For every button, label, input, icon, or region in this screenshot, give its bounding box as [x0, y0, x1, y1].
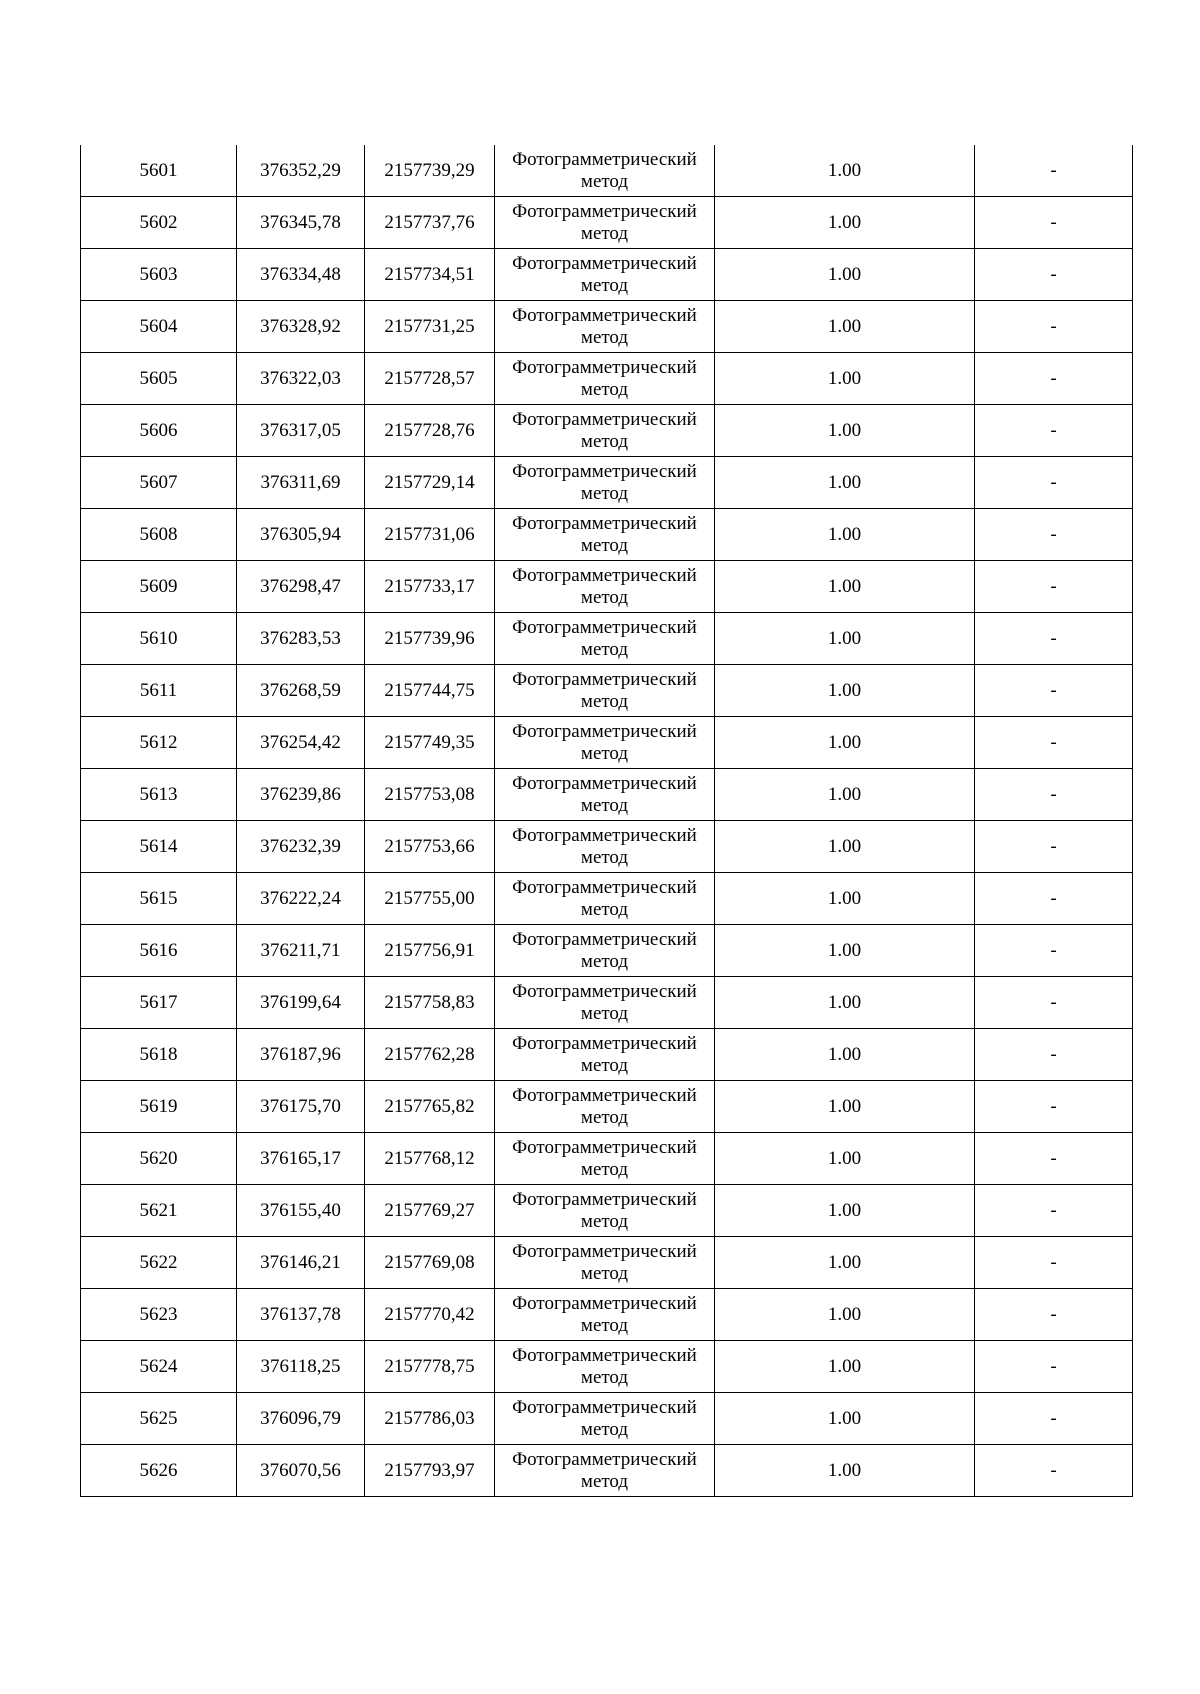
method-cell — [495, 1445, 715, 1497]
method-line-1: Фотограмметрический — [512, 1136, 697, 1158]
x-coordinate-cell: 376199,64 — [237, 977, 365, 1029]
method-line-2: метод — [580, 1002, 629, 1024]
x-coordinate-cell: 376175,70 — [237, 1081, 365, 1133]
method-line-2: метод — [580, 794, 629, 816]
x-coordinate-cell: 376328,92 — [237, 301, 365, 353]
accuracy-cell: 1.00 — [715, 1341, 975, 1393]
method-cell — [495, 509, 715, 561]
note-cell: - — [975, 353, 1133, 405]
point-number-cell: 5623 — [81, 1289, 237, 1341]
method-line-2: метод — [580, 534, 629, 556]
point-number-cell: 5604 — [81, 301, 237, 353]
method-cell — [495, 1029, 715, 1081]
note-cell: - — [975, 1289, 1133, 1341]
method-line-2: метод — [580, 1314, 629, 1336]
method-cell — [495, 1393, 715, 1445]
note-cell: - — [975, 1237, 1133, 1289]
accuracy-cell: 1.00 — [715, 457, 975, 509]
method-cell — [495, 1185, 715, 1237]
accuracy-cell: 1.00 — [715, 561, 975, 613]
method-line-2: метод — [580, 482, 629, 504]
accuracy-cell: 1.00 — [715, 1185, 975, 1237]
point-number-cell: 5601 — [81, 145, 237, 197]
table-row — [81, 1393, 1133, 1445]
accuracy-cell: 1.00 — [715, 249, 975, 301]
x-coordinate-cell: 376232,39 — [237, 821, 365, 873]
method-line-1: Фотограмметрический — [512, 980, 697, 1002]
point-number-cell: 5613 — [81, 769, 237, 821]
method-line-1: Фотограмметрический — [512, 1084, 697, 1106]
method-line-2: метод — [580, 898, 629, 920]
point-number-cell: 5605 — [81, 353, 237, 405]
point-number-cell: 5615 — [81, 873, 237, 925]
method-line-1: Фотограмметрический — [512, 824, 697, 846]
accuracy-cell: 1.00 — [715, 353, 975, 405]
accuracy-cell: 1.00 — [715, 717, 975, 769]
point-number-cell: 5624 — [81, 1341, 237, 1393]
y-coordinate-cell: 2157762,28 — [365, 1029, 495, 1081]
table-row — [81, 1081, 1133, 1133]
method-line-1: Фотограмметрический — [512, 1396, 697, 1418]
method-line-2: метод — [580, 1418, 629, 1440]
x-coordinate-cell: 376211,71 — [237, 925, 365, 977]
table-row — [81, 249, 1133, 301]
x-coordinate-cell: 376322,03 — [237, 353, 365, 405]
note-cell: - — [975, 717, 1133, 769]
method-line-1: Фотограмметрический — [512, 1032, 697, 1054]
point-number-cell: 5618 — [81, 1029, 237, 1081]
method-cell — [495, 145, 715, 197]
point-number-cell: 5620 — [81, 1133, 237, 1185]
method-cell — [495, 613, 715, 665]
y-coordinate-cell: 2157731,25 — [365, 301, 495, 353]
y-coordinate-cell: 2157737,76 — [365, 197, 495, 249]
point-number-cell: 5612 — [81, 717, 237, 769]
method-line-1: Фотограмметрический — [512, 720, 697, 742]
x-coordinate-cell: 376137,78 — [237, 1289, 365, 1341]
table-row — [81, 977, 1133, 1029]
table-row — [81, 1029, 1133, 1081]
method-cell — [495, 561, 715, 613]
method-line-1: Фотограмметрический — [512, 1292, 697, 1314]
table-row — [81, 1133, 1133, 1185]
note-cell: - — [975, 1185, 1133, 1237]
method-line-1: Фотограмметрический — [512, 564, 697, 586]
table-row — [81, 1445, 1133, 1497]
method-line-2: метод — [580, 586, 629, 608]
table-row — [81, 1289, 1133, 1341]
note-cell: - — [975, 925, 1133, 977]
accuracy-cell: 1.00 — [715, 1445, 975, 1497]
table-row — [81, 821, 1133, 873]
method-line-2: метод — [580, 1262, 629, 1284]
method-cell — [495, 457, 715, 509]
method-line-2: метод — [580, 1470, 629, 1492]
y-coordinate-cell: 2157769,27 — [365, 1185, 495, 1237]
accuracy-cell: 1.00 — [715, 405, 975, 457]
y-coordinate-cell: 2157733,17 — [365, 561, 495, 613]
method-cell — [495, 665, 715, 717]
x-coordinate-cell: 376222,24 — [237, 873, 365, 925]
method-cell — [495, 1341, 715, 1393]
table-row — [81, 145, 1133, 197]
table-row — [81, 301, 1133, 353]
point-number-cell: 5626 — [81, 1445, 237, 1497]
point-number-cell: 5602 — [81, 197, 237, 249]
y-coordinate-cell: 2157731,06 — [365, 509, 495, 561]
note-cell: - — [975, 405, 1133, 457]
y-coordinate-cell: 2157778,75 — [365, 1341, 495, 1393]
method-cell — [495, 1133, 715, 1185]
x-coordinate-cell: 376298,47 — [237, 561, 365, 613]
y-coordinate-cell: 2157753,66 — [365, 821, 495, 873]
method-line-2: метод — [580, 1210, 629, 1232]
point-number-cell: 5606 — [81, 405, 237, 457]
note-cell: - — [975, 1081, 1133, 1133]
accuracy-cell: 1.00 — [715, 509, 975, 561]
method-line-1: Фотограмметрический — [512, 1240, 697, 1262]
coordinates-table — [80, 145, 1133, 1497]
x-coordinate-cell: 376334,48 — [237, 249, 365, 301]
method-line-2: метод — [580, 742, 629, 764]
table-row — [81, 873, 1133, 925]
method-line-1: Фотограмметрический — [512, 1448, 697, 1470]
method-line-1: Фотограмметрический — [512, 200, 697, 222]
x-coordinate-cell: 376352,29 — [237, 145, 365, 197]
note-cell: - — [975, 1445, 1133, 1497]
point-number-cell: 5609 — [81, 561, 237, 613]
method-line-2: метод — [580, 1158, 629, 1180]
method-line-2: метод — [580, 274, 629, 296]
point-number-cell: 5608 — [81, 509, 237, 561]
note-cell: - — [975, 1393, 1133, 1445]
note-cell: - — [975, 249, 1133, 301]
y-coordinate-cell: 2157753,08 — [365, 769, 495, 821]
y-coordinate-cell: 2157755,00 — [365, 873, 495, 925]
method-line-1: Фотограмметрический — [512, 356, 697, 378]
x-coordinate-cell: 376118,25 — [237, 1341, 365, 1393]
point-number-cell: 5619 — [81, 1081, 237, 1133]
method-cell — [495, 301, 715, 353]
method-cell — [495, 873, 715, 925]
method-line-1: Фотограмметрический — [512, 512, 697, 534]
method-cell — [495, 1237, 715, 1289]
y-coordinate-cell: 2157734,51 — [365, 249, 495, 301]
accuracy-cell: 1.00 — [715, 301, 975, 353]
method-line-2: метод — [580, 950, 629, 972]
point-number-cell: 5625 — [81, 1393, 237, 1445]
method-line-2: метод — [580, 170, 629, 192]
note-cell: - — [975, 769, 1133, 821]
table-row — [81, 613, 1133, 665]
note-cell: - — [975, 509, 1133, 561]
table-row — [81, 665, 1133, 717]
table-row — [81, 1341, 1133, 1393]
y-coordinate-cell: 2157744,75 — [365, 665, 495, 717]
y-coordinate-cell: 2157765,82 — [365, 1081, 495, 1133]
note-cell: - — [975, 1341, 1133, 1393]
y-coordinate-cell: 2157756,91 — [365, 925, 495, 977]
method-line-2: метод — [580, 690, 629, 712]
accuracy-cell: 1.00 — [715, 613, 975, 665]
note-cell: - — [975, 561, 1133, 613]
method-line-1: Фотограмметрический — [512, 252, 697, 274]
y-coordinate-cell: 2157769,08 — [365, 1237, 495, 1289]
method-cell — [495, 821, 715, 873]
method-cell — [495, 1289, 715, 1341]
point-number-cell: 5622 — [81, 1237, 237, 1289]
x-coordinate-cell: 376254,42 — [237, 717, 365, 769]
y-coordinate-cell: 2157728,76 — [365, 405, 495, 457]
method-line-1: Фотограмметрический — [512, 1344, 697, 1366]
y-coordinate-cell: 2157728,57 — [365, 353, 495, 405]
point-number-cell: 5617 — [81, 977, 237, 1029]
table-row — [81, 769, 1133, 821]
point-number-cell: 5614 — [81, 821, 237, 873]
x-coordinate-cell: 376239,86 — [237, 769, 365, 821]
method-cell — [495, 977, 715, 1029]
note-cell: - — [975, 873, 1133, 925]
y-coordinate-cell: 2157739,96 — [365, 613, 495, 665]
method-line-2: метод — [580, 378, 629, 400]
method-cell — [495, 197, 715, 249]
table-row — [81, 925, 1133, 977]
accuracy-cell: 1.00 — [715, 1393, 975, 1445]
accuracy-cell: 1.00 — [715, 665, 975, 717]
y-coordinate-cell: 2157749,35 — [365, 717, 495, 769]
method-cell — [495, 1081, 715, 1133]
method-line-1: Фотограмметрический — [512, 1188, 697, 1210]
method-line-1: Фотограмметрический — [512, 148, 697, 170]
note-cell: - — [975, 821, 1133, 873]
method-line-2: метод — [580, 1054, 629, 1076]
x-coordinate-cell: 376283,53 — [237, 613, 365, 665]
x-coordinate-cell: 376317,05 — [237, 405, 365, 457]
accuracy-cell: 1.00 — [715, 873, 975, 925]
method-line-1: Фотограмметрический — [512, 668, 697, 690]
method-cell — [495, 717, 715, 769]
note-cell: - — [975, 457, 1133, 509]
method-line-2: метод — [580, 326, 629, 348]
accuracy-cell: 1.00 — [715, 977, 975, 1029]
accuracy-cell: 1.00 — [715, 1237, 975, 1289]
point-number-cell: 5616 — [81, 925, 237, 977]
method-cell — [495, 925, 715, 977]
point-number-cell: 5607 — [81, 457, 237, 509]
accuracy-cell: 1.00 — [715, 197, 975, 249]
point-number-cell: 5621 — [81, 1185, 237, 1237]
x-coordinate-cell: 376311,69 — [237, 457, 365, 509]
x-coordinate-cell: 376096,79 — [237, 1393, 365, 1445]
accuracy-cell: 1.00 — [715, 1029, 975, 1081]
x-coordinate-cell: 376165,17 — [237, 1133, 365, 1185]
x-coordinate-cell: 376345,78 — [237, 197, 365, 249]
table-row — [81, 457, 1133, 509]
note-cell: - — [975, 1029, 1133, 1081]
x-coordinate-cell: 376155,40 — [237, 1185, 365, 1237]
x-coordinate-cell: 376146,21 — [237, 1237, 365, 1289]
method-cell — [495, 249, 715, 301]
method-line-2: метод — [580, 638, 629, 660]
note-cell: - — [975, 1133, 1133, 1185]
table-row — [81, 197, 1133, 249]
method-line-1: Фотограмметрический — [512, 616, 697, 638]
x-coordinate-cell: 376268,59 — [237, 665, 365, 717]
method-line-2: метод — [580, 846, 629, 868]
note-cell: - — [975, 613, 1133, 665]
accuracy-cell: 1.00 — [715, 769, 975, 821]
note-cell: - — [975, 145, 1133, 197]
y-coordinate-cell: 2157786,03 — [365, 1393, 495, 1445]
method-line-1: Фотограмметрический — [512, 876, 697, 898]
table-row — [81, 509, 1133, 561]
method-line-1: Фотограмметрический — [512, 408, 697, 430]
point-number-cell: 5603 — [81, 249, 237, 301]
y-coordinate-cell: 2157770,42 — [365, 1289, 495, 1341]
table-row — [81, 717, 1133, 769]
method-line-2: метод — [580, 1106, 629, 1128]
x-coordinate-cell: 376187,96 — [237, 1029, 365, 1081]
accuracy-cell: 1.00 — [715, 145, 975, 197]
y-coordinate-cell: 2157768,12 — [365, 1133, 495, 1185]
x-coordinate-cell: 376305,94 — [237, 509, 365, 561]
y-coordinate-cell: 2157758,83 — [365, 977, 495, 1029]
point-number-cell: 5611 — [81, 665, 237, 717]
y-coordinate-cell: 2157793,97 — [365, 1445, 495, 1497]
accuracy-cell: 1.00 — [715, 1081, 975, 1133]
method-cell — [495, 405, 715, 457]
y-coordinate-cell: 2157739,29 — [365, 145, 495, 197]
coordinates-table-body — [81, 145, 1133, 1497]
accuracy-cell: 1.00 — [715, 1133, 975, 1185]
accuracy-cell: 1.00 — [715, 1289, 975, 1341]
y-coordinate-cell: 2157729,14 — [365, 457, 495, 509]
table-row — [81, 353, 1133, 405]
method-line-1: Фотограмметрический — [512, 928, 697, 950]
accuracy-cell: 1.00 — [715, 821, 975, 873]
table-row — [81, 561, 1133, 613]
method-line-2: метод — [580, 430, 629, 452]
method-line-1: Фотограмметрический — [512, 460, 697, 482]
method-line-2: метод — [580, 222, 629, 244]
method-cell — [495, 769, 715, 821]
note-cell: - — [975, 197, 1133, 249]
note-cell: - — [975, 977, 1133, 1029]
method-line-1: Фотограмметрический — [512, 304, 697, 326]
table-row — [81, 1237, 1133, 1289]
table-row — [81, 405, 1133, 457]
table-row — [81, 1185, 1133, 1237]
x-coordinate-cell: 376070,56 — [237, 1445, 365, 1497]
note-cell: - — [975, 665, 1133, 717]
method-cell — [495, 353, 715, 405]
note-cell: - — [975, 301, 1133, 353]
method-line-1: Фотограмметрический — [512, 772, 697, 794]
accuracy-cell: 1.00 — [715, 925, 975, 977]
method-line-2: метод — [580, 1366, 629, 1388]
point-number-cell: 5610 — [81, 613, 237, 665]
